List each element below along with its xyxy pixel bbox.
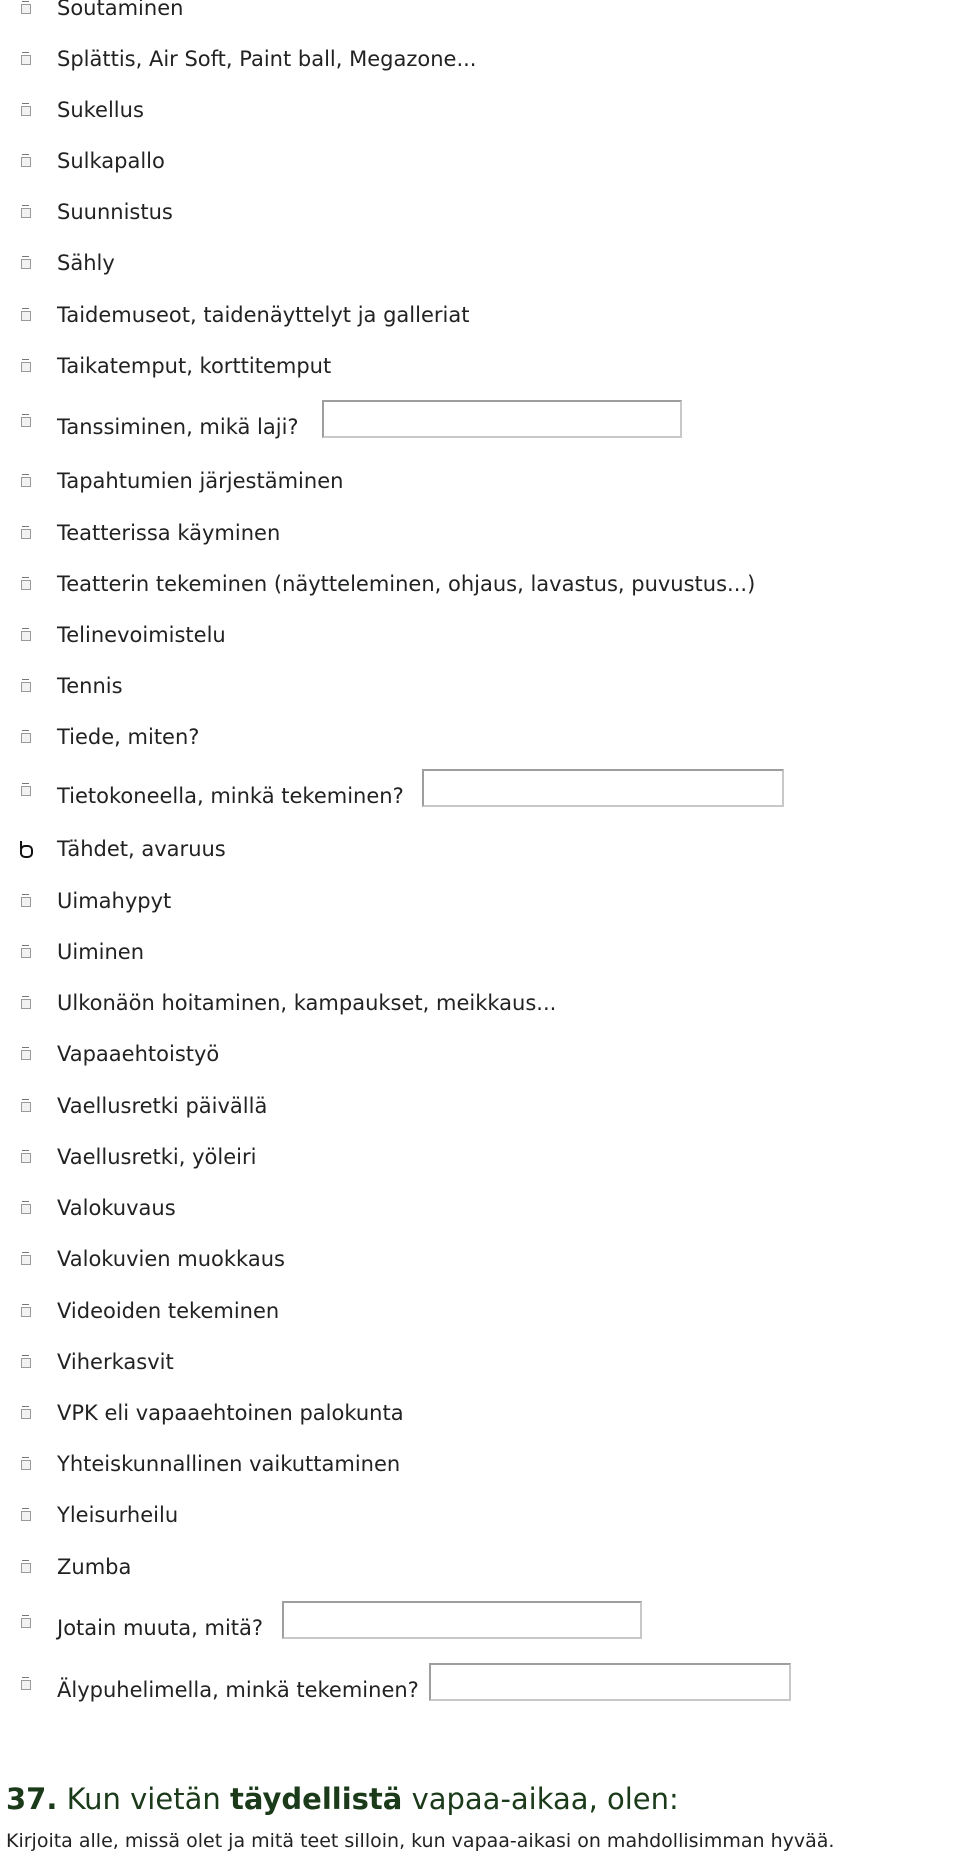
option-label: Telinevoimistelu	[57, 623, 226, 647]
option-row-22[interactable]	[0, 1136, 960, 1176]
option-label: Teatterissa käyminen	[57, 521, 281, 545]
option-checkbox[interactable]	[20, 359, 31, 373]
option-row-24[interactable]	[0, 1238, 960, 1278]
question-instruction: Kirjoita alle, missä olet ja mitä teet silloin, kun vapaa-aikasi on mahdollisimman hyvää.	[6, 1830, 835, 1852]
option-label: Tapahtumien järjestäminen	[57, 469, 344, 493]
option-row-5[interactable]	[0, 242, 960, 282]
option-row-26[interactable]	[0, 1341, 960, 1381]
something-else-input[interactable]	[282, 1601, 642, 1639]
option-row-12[interactable]	[0, 614, 960, 654]
option-checkbox[interactable]	[20, 1201, 31, 1215]
option-row-10[interactable]	[0, 512, 960, 552]
option-label: Taikatemput, korttitemput	[57, 354, 332, 378]
option-checkbox[interactable]	[20, 1677, 31, 1691]
option-checkbox[interactable]	[20, 1615, 31, 1629]
option-checkbox[interactable]	[20, 996, 31, 1010]
option-checkbox[interactable]	[20, 1457, 31, 1471]
option-checkbox[interactable]	[20, 577, 31, 591]
option-checkbox[interactable]	[20, 945, 31, 959]
question-number: 37.	[6, 1782, 58, 1816]
option-checkbox[interactable]	[20, 1, 31, 15]
option-row-25[interactable]	[0, 1290, 960, 1330]
option-checkbox[interactable]	[20, 308, 31, 322]
option-checkbox[interactable]	[20, 103, 31, 117]
option-checkbox[interactable]	[20, 1252, 31, 1266]
option-label: Taidemuseot, taidenäyttelyt ja galleriat	[57, 303, 470, 327]
option-label: Zumba	[57, 1555, 132, 1579]
option-label: Yhteiskunnallinen vaikuttaminen	[57, 1452, 401, 1476]
option-checkbox[interactable]	[20, 1150, 31, 1164]
option-label: Tähdet, avaruus	[57, 837, 226, 861]
option-label: Splättis, Air Soft, Paint ball, Megazone...	[57, 47, 477, 71]
option-label: VPK eli vapaaehtoinen palokunta	[57, 1401, 404, 1425]
option-row-17[interactable]	[0, 880, 960, 920]
option-row-30[interactable]	[0, 1546, 960, 1586]
option-label: Älypuhelimella, minkä tekeminen?	[57, 1678, 419, 1702]
option-row-29[interactable]	[0, 1494, 960, 1534]
option-checkbox[interactable]	[20, 730, 31, 744]
option-label: Yleisurheilu	[57, 1503, 179, 1527]
option-checkbox[interactable]	[20, 154, 31, 168]
option-label: Valokuvien muokkaus	[57, 1247, 285, 1271]
option-row-28[interactable]	[0, 1443, 960, 1483]
option-checkbox[interactable]	[20, 256, 31, 270]
option-row-4[interactable]	[0, 191, 960, 231]
option-checkbox[interactable]	[20, 894, 31, 908]
option-label: Tanssiminen, mikä laji?	[57, 415, 299, 439]
computer-activity-input[interactable]	[422, 769, 784, 807]
option-checkbox[interactable]	[20, 1355, 31, 1369]
option-label: Sulkapallo	[57, 149, 165, 173]
option-row-1[interactable]	[0, 38, 960, 78]
option-checkbox[interactable]	[20, 205, 31, 219]
option-row-13[interactable]	[0, 665, 960, 705]
option-checkbox-checked[interactable]	[20, 842, 31, 856]
option-checkbox[interactable]	[20, 679, 31, 693]
dance-type-input[interactable]	[322, 400, 682, 438]
option-row-14[interactable]	[0, 716, 960, 756]
option-row-11[interactable]	[0, 563, 960, 603]
option-row-7[interactable]	[0, 345, 960, 385]
option-label: Viherkasvit	[57, 1350, 174, 1374]
option-label: Sukellus	[57, 98, 144, 122]
option-checkbox[interactable]	[20, 526, 31, 540]
option-label: Valokuvaus	[57, 1196, 176, 1220]
question-text-before: Kun vietän	[66, 1782, 221, 1816]
question-text-after: vapaa-aikaa, olen:	[411, 1782, 679, 1816]
option-checkbox[interactable]	[20, 1047, 31, 1061]
option-row-19[interactable]	[0, 982, 960, 1022]
option-label: Tennis	[57, 674, 123, 698]
option-checkbox[interactable]	[20, 474, 31, 488]
option-label: Videoiden tekeminen	[57, 1299, 280, 1323]
option-row-20[interactable]	[0, 1033, 960, 1073]
option-checkbox[interactable]	[20, 1304, 31, 1318]
option-row-6[interactable]	[0, 294, 960, 334]
option-checkbox[interactable]	[20, 783, 31, 797]
option-row-21[interactable]	[0, 1085, 960, 1125]
option-label: Jotain muuta, mitä?	[57, 1616, 264, 1640]
option-row-0[interactable]	[0, 0, 960, 27]
option-label: Tietokoneella, minkä tekeminen?	[57, 784, 404, 808]
option-label: Ulkonäön hoitaminen, kampaukset, meikkaus...	[57, 991, 557, 1015]
option-label: Uimahypyt	[57, 889, 172, 913]
option-row-9[interactable]	[0, 460, 960, 500]
smartphone-activity-input[interactable]	[429, 1663, 791, 1701]
option-checkbox[interactable]	[20, 52, 31, 66]
option-row-18[interactable]	[0, 931, 960, 971]
option-row-2[interactable]	[0, 89, 960, 129]
option-checkbox[interactable]	[20, 628, 31, 642]
option-label: Soutaminen	[57, 0, 184, 20]
option-label: Vaellusretki päivällä	[57, 1094, 268, 1118]
option-checkbox[interactable]	[20, 1508, 31, 1522]
option-label: Vaellusretki, yöleiri	[57, 1145, 257, 1169]
option-label: Suunnistus	[57, 200, 173, 224]
option-row-16[interactable]	[0, 828, 960, 868]
option-row-23[interactable]	[0, 1187, 960, 1227]
option-checkbox[interactable]	[20, 1560, 31, 1574]
question-heading	[6, 1782, 679, 1816]
option-row-27[interactable]	[0, 1392, 960, 1432]
option-label: Vapaaehtoistyö	[57, 1042, 220, 1066]
option-checkbox[interactable]	[20, 1406, 31, 1420]
option-checkbox[interactable]	[20, 1099, 31, 1113]
option-checkbox[interactable]	[20, 414, 31, 428]
option-label: Teatterin tekeminen (näytteleminen, ohjaus, lavastus, puvustus...)	[57, 572, 756, 596]
option-label: Sähly	[57, 251, 115, 275]
option-label: Uiminen	[57, 940, 145, 964]
option-row-3[interactable]	[0, 140, 960, 180]
question-text-strong: täydellistä	[229, 1782, 403, 1816]
option-label: Tiede, miten?	[57, 725, 200, 749]
